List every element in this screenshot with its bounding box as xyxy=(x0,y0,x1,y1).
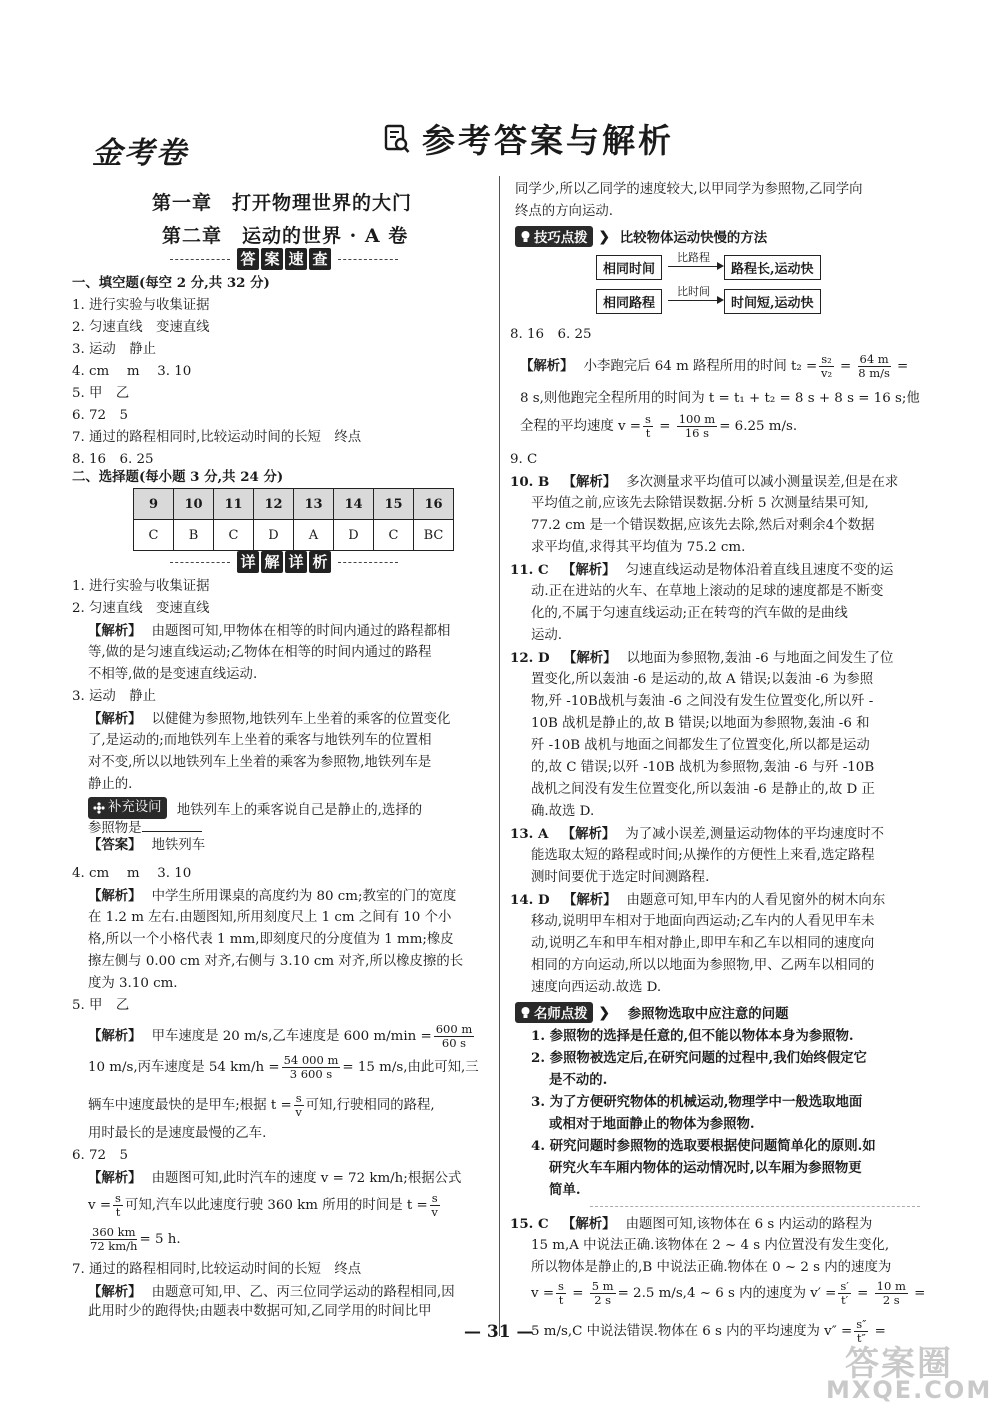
analysis-tag: 【解析】 xyxy=(88,711,142,727)
analysis-tag: 【解析】 xyxy=(88,888,142,904)
note-line: 研究火车车厢内物体的运动情况时,以车厢为参照物更 xyxy=(531,1160,862,1176)
explanation-line: 求平均值,求得其平均值为 75.2 cm. xyxy=(531,540,746,555)
detail-answer-9: 9. C xyxy=(510,452,538,467)
flow-box: 路程长,运动快 xyxy=(724,255,821,280)
denominator: 16 s xyxy=(684,426,710,440)
denominator: v xyxy=(431,1205,438,1219)
fraction xyxy=(430,1192,440,1219)
banner-char: 解 xyxy=(261,551,283,573)
table-cell: 9 xyxy=(134,489,174,520)
explanation-line: 【解析】 小李跑完后 64 m 路程所用的时间 t₂ = $\frac{\text{s₂}}{\text{v₂}}$ = $\frac{64 m}{8 m/s}$ = xyxy=(520,352,909,380)
analysis-tag: 【解析】 xyxy=(562,474,617,490)
banner-char: 答 xyxy=(237,248,259,270)
explanation-line: 化的,不属于匀速直线运动;正在转弯的汽车做的是曲线 xyxy=(531,606,848,621)
tip-badge-label: 技巧点拨 xyxy=(534,230,588,246)
denominator: t xyxy=(115,1205,121,1219)
explanation-line xyxy=(88,1092,435,1120)
chapter-1-title: 第一章 打开物理世界的大门 xyxy=(152,192,413,214)
note-line: 简单. xyxy=(531,1182,581,1198)
flower-icon xyxy=(93,802,105,814)
table-cell: A xyxy=(294,520,334,551)
table-cell: 12 xyxy=(254,489,294,520)
note-line: 是不动的. xyxy=(531,1072,608,1088)
explanation-line: 动.正在进站的火车、在草地上滚动的足球的速度都是不断变 xyxy=(531,584,884,599)
explanation-line: 15 m,A 中说法正确.该物体在 2 ~ 4 s 内位置没有发生变化, xyxy=(531,1238,890,1253)
explanation-line: 8 s,则他跑完全程所用的时间为 t = t₁ + t₂ = 8 s + 8 s = 16 s;他 xyxy=(520,391,920,406)
explanation-text: 由题意可知,甲、乙、丙三位同学运动的路程相同,因 xyxy=(151,1285,455,1300)
explanation-line xyxy=(88,1022,476,1051)
explanation-line: 确.故选 D. xyxy=(531,804,595,819)
table-cell: 14 xyxy=(334,489,374,520)
explanation-line: 全程的平均速度 v = $\frac{s}{t}$ = $\frac{100 m}{16 s}$ = 6.25 m/s. xyxy=(520,412,798,440)
denominator: v xyxy=(295,1105,302,1119)
analysis-tag: 【解析】 xyxy=(562,650,617,666)
explanation-line: 平均值之前,应该先去除错误数据.分析 5 次测量结果可知, xyxy=(531,496,869,511)
table-cell: D xyxy=(334,520,374,551)
quick-answer-3: 3. 运动 静止 xyxy=(72,342,156,357)
table-cell: 15 xyxy=(374,489,414,520)
detail-answer-7: 7. 通过的路程相同时,比较运动时间的长短 终点 xyxy=(72,1262,362,1277)
supplement-answer-text: 地铁列车 xyxy=(151,838,206,853)
table-cell: 10 xyxy=(174,489,214,520)
table-cell: B xyxy=(174,520,214,551)
table-cell: D xyxy=(254,520,294,551)
document-search-icon xyxy=(384,124,410,154)
flow-arrow-label: 比路程 xyxy=(677,251,710,264)
explanation-text: 5 m/s,C 中说法错误.物体在 6 s 内的平均速度为 v″ = xyxy=(531,1324,853,1339)
explanation-line xyxy=(510,560,893,581)
denominator: 72 km/h xyxy=(90,1239,138,1253)
detail-answer-5: 5. 甲 乙 xyxy=(72,998,130,1013)
tip-heading xyxy=(515,226,767,247)
explanation-line xyxy=(88,1282,455,1303)
fraction xyxy=(294,1092,304,1119)
answer-number: 13. A xyxy=(510,826,549,842)
note-line: 3. 为了方便研究物体的机械运动,物理学中一般选取地面 xyxy=(531,1094,863,1110)
fraction xyxy=(282,1054,341,1081)
explanation-line: 77.2 cm 是一个错误数据,应该先去除,然后对剩余4个数据 xyxy=(531,518,875,533)
table-cell: 16 xyxy=(414,489,454,520)
explanation-text: v = xyxy=(531,1286,555,1301)
explanation-line xyxy=(510,472,898,493)
fraction xyxy=(590,1280,616,1307)
denominator: t xyxy=(558,1293,564,1307)
analysis-tag: 【解析】 xyxy=(88,1028,142,1044)
banner-char: 速 xyxy=(285,248,307,270)
detail-answer-4: 4. cm m 3. 10 xyxy=(72,866,192,881)
analysis-tag: 【解析】 xyxy=(562,1216,616,1232)
explanation-text: 以健健为参照物,地铁列车上坐着的乘客的位置变化 xyxy=(151,712,451,727)
explanation-text: 中学生所用课桌的高度约为 80 cm;教室的门的宽度 xyxy=(151,889,457,904)
analysis-tag: 【解析】 xyxy=(88,1284,142,1300)
explanation-line xyxy=(88,1192,442,1220)
explanation-line: 的,故 C 错误;以歼 -10B 战机为参照物,轰油 -6 与歼 -10B xyxy=(531,760,875,775)
explanation-text: 可知,汽车以此速度行驶 360 km 所用的时间是 t = xyxy=(124,1198,428,1213)
note-line: 4. 研究问题时参照物的选取要根据使问题简单化的原则.如 xyxy=(531,1138,876,1154)
tip-title: 比较物体运动快慢的方法 xyxy=(619,230,768,246)
brand-logo: 金考卷 xyxy=(92,136,188,171)
explanation-line: 此用时少的跑得快;由题表中数据可知,乙同学用的时间比甲 xyxy=(88,1304,432,1319)
fraction xyxy=(90,1226,137,1253)
tip-badge xyxy=(515,226,593,247)
numerator: s xyxy=(558,1279,564,1293)
analysis-tag: 【解析】 xyxy=(562,562,616,578)
explanation-line xyxy=(88,1054,479,1082)
explanation-line: 同学少,所以乙同学的速度较大,以甲同学为参照物,乙同学向 xyxy=(515,182,863,197)
numerator: s xyxy=(115,1191,121,1205)
arrow-right-icon xyxy=(668,266,722,267)
numerator: 100 m xyxy=(678,412,716,426)
table-cell: 13 xyxy=(294,489,334,520)
denominator: 8 m/s xyxy=(858,366,890,380)
supplement-question xyxy=(88,797,422,821)
detail-answer-2: 2. 匀速直线 变速直线 xyxy=(72,601,210,616)
fraction xyxy=(838,1280,851,1307)
page-number: — 31 — xyxy=(464,1322,534,1342)
explanation-line: 了,是运动的;而地铁列车上坐着的乘客与地铁列车的位置相 xyxy=(88,733,432,748)
answer-blank xyxy=(142,831,202,832)
explanation-line: 度为 3.10 cm. xyxy=(88,976,178,991)
watermark-url: MXQE.COM xyxy=(826,1376,993,1404)
detail-answer-8: 8. 16 6. 25 xyxy=(510,327,592,342)
numerator: 5 m xyxy=(591,1279,614,1293)
explanation-text: 由题图可知,此时汽车的速度 v = 72 km/h;根据公式 xyxy=(151,1171,462,1186)
explanation-text: 由题图可知,该物体在 6 s 内运动的路程为 xyxy=(625,1217,873,1232)
explanation-text: = 6.25 m/s. xyxy=(719,419,798,434)
explanation-line: 所以物体是静止的,B 中说法正确.物体在 0 ~ 2 s 内的速度为 xyxy=(531,1260,892,1275)
explanation-line: 速度向西运动.故选 D. xyxy=(531,980,662,995)
explanation-line xyxy=(510,824,884,845)
explanation-line: 在 1.2 m 左右.由题图知,所用刻度尺上 1 cm 之间有 10 个小 xyxy=(88,910,452,925)
quick-answer-6: 6. 72 5 xyxy=(72,408,128,423)
column-divider xyxy=(499,176,500,1336)
chevron-icon: ❯ xyxy=(598,228,610,245)
denominator: t″ xyxy=(856,1331,866,1345)
fraction xyxy=(556,1280,566,1307)
denominator: v₂ xyxy=(820,366,833,380)
flow-box: 相同路程 xyxy=(596,289,662,314)
fraction xyxy=(819,353,834,380)
detail-banner xyxy=(170,551,398,573)
explanation-line xyxy=(510,648,893,669)
fraction xyxy=(434,1023,475,1050)
denominator: t′ xyxy=(841,1293,849,1307)
numerator: 54 000 m xyxy=(283,1053,339,1067)
tip-badge-label: 名师点拨 xyxy=(534,1006,588,1022)
numerator: s xyxy=(645,412,651,426)
fraction xyxy=(875,1280,908,1307)
explanation-text: 由题图可知,甲物体在相等的时间内通过的路程都相 xyxy=(151,624,451,639)
flow-arrow-label: 比时间 xyxy=(677,285,710,298)
fraction xyxy=(858,353,891,380)
supplement-badge-label: 补充设问 xyxy=(108,800,162,815)
explanation-text: 10 m/s,丙车速度是 54 km/h = xyxy=(88,1060,280,1075)
explanation-text: = 15 m/s,由此可知,三 xyxy=(342,1060,479,1075)
fill-section-heading: 一、填空题(每空 2 分,共 32 分) xyxy=(72,275,270,291)
numerator: 360 km xyxy=(92,1225,136,1239)
numerator: s₂ xyxy=(821,352,832,366)
explanation-line xyxy=(88,1168,461,1189)
explanation-line xyxy=(88,1226,181,1254)
numerator: s′ xyxy=(840,1279,849,1293)
arrow-right-icon xyxy=(668,300,722,301)
explanation-line: 置变化,所以轰油 -6 是运动的,故 A 错误;以轰油 -6 为参照 xyxy=(531,672,874,687)
supplement-answer xyxy=(88,835,205,856)
explanation-line xyxy=(88,709,450,730)
quick-answer-7: 7. 通过的路程相同时,比较运动时间的长短 终点 xyxy=(72,430,362,445)
explanation-line: 对不变,所以以地铁列车上坐着的乘客为参照物,地铁列车是 xyxy=(88,755,432,770)
explanation-line: 等,做的是匀速直线运动;乙物体在相等的时间内通过的路程 xyxy=(88,645,432,660)
explanation-text: 小李跑完后 64 m 路程所用的时间 t₂ = xyxy=(583,359,818,374)
fraction xyxy=(643,413,653,440)
banner-char: 案 xyxy=(261,248,283,270)
analysis-tag: 【解析】 xyxy=(561,826,616,842)
denominator: 2 s xyxy=(594,1293,612,1307)
answer-number: 10. B xyxy=(510,474,550,490)
explanation-line: 5 m/s,C 中说法错误.物体在 6 s 内的平均速度为 v″ = $\frac{s''}{t''}$ = xyxy=(531,1317,886,1345)
quick-answer-4: 4. cm m 3. 10 xyxy=(72,364,192,379)
explanation-line xyxy=(88,621,450,642)
explanation-line: v = $\frac{s}{t}$ = $\frac{5 m}{2 s}$ = 2.5 m/s,4 ~ 6 s 内的速度为 v′ = $\frac{s'}{t'}$ = $\frac{10 m}{2 s}$ = xyxy=(531,1279,926,1307)
watermark: 答案圈 xyxy=(845,1344,953,1384)
tip-title: 参照物选取中应注意的问题 xyxy=(627,1006,789,1022)
explanation-line: 移动,说明甲车相对于地面向西运动;乙车内的人看见甲车未 xyxy=(531,914,875,929)
explanation-line: 相同的方向运动,所以以地面为参照物,甲、乙两车以相同的 xyxy=(531,958,875,973)
explanation-line: 擦左侧与 0.00 cm 对齐,右侧与 3.10 cm 对齐,所以橡皮擦的长 xyxy=(88,954,464,969)
answer-number: 15. C xyxy=(510,1216,549,1232)
explanation-text: 全程的平均速度 v = xyxy=(520,419,642,434)
banner-char: 查 xyxy=(309,248,331,270)
numerator: 10 m xyxy=(876,1279,906,1293)
lightbulb-icon xyxy=(520,1006,531,1019)
answer-number: 12. D xyxy=(510,650,550,666)
explanation-text: 多次测量求平均值可以减小测量误差,但是在求 xyxy=(626,475,899,490)
page-title: 参考答案与解析 xyxy=(384,115,674,162)
numerator: s″ xyxy=(856,1317,867,1331)
numerator: s xyxy=(295,1091,302,1105)
choice-section-heading: 二、选择题(每小题 3 分,共 24 分) xyxy=(72,469,284,485)
note-line: 1. 参照物的选择是任意的,但不能以物体本身为参照物. xyxy=(531,1028,854,1044)
fraction xyxy=(113,1192,123,1219)
numerator: 64 m xyxy=(859,352,889,366)
banner-char: 详 xyxy=(237,551,259,573)
explanation-line xyxy=(510,890,885,911)
explanation-text: = 2.5 m/s,4 ~ 6 s 内的速度为 v′ = xyxy=(617,1286,837,1301)
explanation-line: 测时间要优于选定时间测路程. xyxy=(531,870,710,885)
quick-answer-1: 1. 进行实验与收集证据 xyxy=(72,298,210,313)
explanation-text: v = xyxy=(88,1198,112,1213)
explanation-line xyxy=(510,1214,872,1235)
answer-table xyxy=(133,488,454,551)
quick-answer-8: 8. 16 6. 25 xyxy=(72,452,154,467)
supplement-question-text: 地铁列车上的乘客说自己是静止的,选择的 xyxy=(176,803,423,818)
table-cell: C xyxy=(134,520,174,551)
lightbulb-icon xyxy=(520,230,531,243)
answer-tag: 【答案】 xyxy=(88,837,142,853)
denominator: 3 600 s xyxy=(289,1067,333,1081)
analysis-tag: 【解析】 xyxy=(88,1170,142,1186)
note-line: 2. 参照物被选定后,在研究问题的过程中,我们始终假定它 xyxy=(531,1050,867,1066)
detail-answer-6: 6. 72 5 xyxy=(72,1148,128,1163)
explanation-text: 可知,行驶相同的路程, xyxy=(305,1098,435,1113)
explanation-line: 用时最长的是速度最慢的乙车. xyxy=(88,1126,267,1141)
numerator: s xyxy=(431,1191,438,1205)
detail-answer-1: 1. 进行实验与收集证据 xyxy=(72,579,210,594)
denominator: 2 s xyxy=(882,1293,900,1307)
detail-answer-3: 3. 运动 静止 xyxy=(72,689,156,704)
answer-number: 14. D xyxy=(510,892,550,908)
explanation-text: 甲车速度是 20 m/s,乙车速度是 600 m/min = xyxy=(151,1029,432,1044)
explanation-line: 歼 -10B 战机与地面之间都发生了位置变化,所以都是运动 xyxy=(531,738,870,753)
explanation-text: 辆车中速度最快的是甲车;根据 t = xyxy=(88,1098,292,1113)
table-cell: C xyxy=(374,520,414,551)
table-cell: BC xyxy=(414,520,454,551)
tip-badge xyxy=(515,1002,593,1023)
numerator: 600 m xyxy=(435,1022,473,1036)
explanation-line: 10B 战机是静止的,故 B 错误;以地面为参照物,轰油 -6 和 xyxy=(531,716,870,731)
supplement-badge xyxy=(88,797,167,819)
explanation-line: 格,所以一个小格代表 1 mm,即刻度尺的分度值为 1 mm;橡皮 xyxy=(88,932,454,947)
explanation-text: 由题意可知,甲车内的人看见窗外的树木向东 xyxy=(626,893,886,908)
table-row xyxy=(134,489,454,520)
explanation-line: 终点的方向运动. xyxy=(515,204,613,219)
table-row xyxy=(134,520,454,551)
note-line: 或相对于地面静止的物体为参照物. xyxy=(531,1116,755,1132)
answer-number: 11. C xyxy=(510,562,549,578)
chevron-icon: ❯ xyxy=(598,1004,610,1021)
chapter-2-title: 第二章 运动的世界 · A 卷 xyxy=(162,225,409,247)
explanation-line: 运动. xyxy=(531,628,563,643)
quick-answer-5: 5. 甲 乙 xyxy=(72,386,130,401)
explanation-line: 能选取太短的路程或时间;从操作的方便性上来看,选定路程 xyxy=(531,848,875,863)
explanation-line: 动,说明乙车和甲车相对静止,即甲车和乙车以相同的速度向 xyxy=(531,936,875,951)
analysis-tag: 【解析】 xyxy=(520,358,574,374)
teacher-tip-heading xyxy=(515,1002,788,1023)
explanation-line: 不相等,做的是变速直线运动. xyxy=(88,667,258,682)
quick-answer-banner xyxy=(170,248,398,270)
denominator: t xyxy=(645,426,651,440)
quick-answer-2: 2. 匀速直线 变速直线 xyxy=(72,320,210,335)
supplement-question-text: 参照物是 xyxy=(88,821,142,836)
explanation-line: 物,歼 -10B战机与轰油 -6 之间没有发生位置变化,所以歼 - xyxy=(531,694,874,709)
table-cell: C xyxy=(214,520,254,551)
banner-char: 详 xyxy=(285,551,307,573)
explanation-line: 战机之间没有发生位置变化,所以轰油 -6 是静止的,故 D 正 xyxy=(531,782,875,797)
explanation-line: 静止的. xyxy=(88,777,133,792)
dashed-separator xyxy=(590,1206,920,1207)
flow-box: 时间短,运动快 xyxy=(724,289,821,314)
explanation-text: 匀速直线运动是物体沿着直线且速度不变的运 xyxy=(625,563,894,578)
flow-box: 相同时间 xyxy=(596,255,662,280)
explanation-text: = 5 h. xyxy=(139,1232,181,1247)
banner-char: 析 xyxy=(309,551,331,573)
explanation-line xyxy=(88,886,456,907)
analysis-tag: 【解析】 xyxy=(88,623,142,639)
explanation-text: 为了减小误差,测量运动物体的平均速度时不 xyxy=(625,827,884,842)
analysis-tag: 【解析】 xyxy=(562,892,617,908)
fraction xyxy=(677,413,718,440)
denominator: 60 s xyxy=(441,1036,467,1050)
explanation-text: 以地面为参照物,轰油 -6 与地面之间发生了位 xyxy=(626,651,894,666)
table-cell: 11 xyxy=(214,489,254,520)
